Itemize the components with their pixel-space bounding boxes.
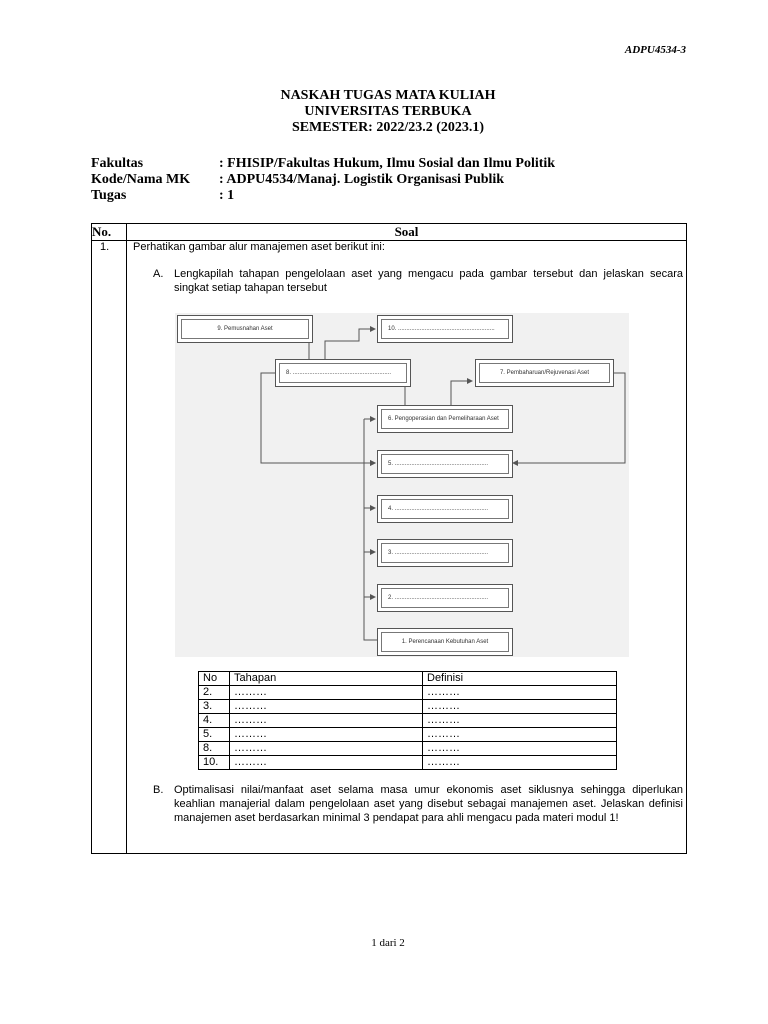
asset-flow-diagram <box>175 313 629 657</box>
table-row <box>199 686 617 700</box>
row-tahapan: ……… <box>230 686 423 700</box>
table-row <box>199 728 617 742</box>
diagram-box-3: 3. ........................................................ <box>377 539 513 567</box>
row-no: 10. <box>199 756 230 770</box>
table-row <box>199 756 617 770</box>
meta-label: Tugas <box>91 188 127 203</box>
header-soal: Soal <box>127 224 687 241</box>
diagram-box-10: 10. .......................................................... <box>377 315 513 343</box>
meta-row-fakultas <box>91 156 555 172</box>
question-intro: Perhatikan gambar alur manajemen aset berikut ini: <box>133 241 385 253</box>
table-row <box>199 742 617 756</box>
page-number: 1 dari 2 <box>371 937 405 949</box>
col-tahapan: Tahapan <box>230 672 423 686</box>
meta-value: : 1 <box>219 188 235 203</box>
row-no: 2. <box>199 686 230 700</box>
header-no: No. <box>92 224 127 241</box>
title-line-3: SEMESTER: 2022/23.2 (2023.1) <box>291 120 485 135</box>
col-no: No <box>199 672 230 686</box>
row-tahapan: ……… <box>230 742 423 756</box>
diagram-box-6: 6. Pengoperasian dan Pemeliharaan Aset <box>377 405 513 433</box>
meta-value: : ADPU4534/Manaj. Logistik Organisasi Publik <box>219 172 505 187</box>
col-definisi: Definisi <box>423 672 617 686</box>
diagram-box-7: 7. Pembaharuan/Rejuvenasi Aset <box>475 359 614 387</box>
row-definisi: ……… <box>423 686 617 700</box>
question-table <box>91 223 687 854</box>
document-code: ADPU4534-3 <box>624 44 686 56</box>
row-tahapan: ……… <box>230 756 423 770</box>
diagram-box-9: 9. Pemusnahan Aset <box>177 315 313 343</box>
meta-row-kode <box>91 172 555 188</box>
document-title <box>0 88 768 136</box>
item-a-text: Lengkapilah tahapan pengelolaan aset yang mengacu pada gambar tersebut dan jelaskan secara singkat setiap tahapan tersebut <box>174 268 683 294</box>
row-no: 5. <box>199 728 230 742</box>
diagram-box-8: 8. ........................................................... <box>275 359 411 387</box>
diagram-box-2: 2. ........................................................ <box>377 584 513 612</box>
item-b-letter: B. <box>153 784 164 796</box>
row-no: 3. <box>199 700 230 714</box>
diagram-box-4: 4. ........................................................ <box>377 495 513 523</box>
table-row <box>199 714 617 728</box>
diagram-box-5: 5. ........................................................ <box>377 450 513 478</box>
course-meta <box>91 156 555 204</box>
row-tahapan: ……… <box>230 700 423 714</box>
row-definisi: ……… <box>423 700 617 714</box>
row-tahapan: ……… <box>230 714 423 728</box>
title-line-1: NASKAH TUGAS MATA KULIAH <box>280 88 496 103</box>
meta-row-tugas <box>91 188 555 204</box>
row-definisi: ……… <box>423 714 617 728</box>
meta-label: Fakultas <box>91 156 144 171</box>
row-no: 4. <box>199 714 230 728</box>
diagram-box-1: 1. Perencanaan Kebutuhan Aset <box>377 628 513 656</box>
item-b-text: Optimalisasi nilai/manfaat aset selama masa umur ekonomis aset siklusnya sehingga diperlukan keahlian manajerial dalam pengelolaan aset yang disebut sebagai manajemen aset. Jelaskan definisi manajemen aset berdasarkan minimal 3 pendapat para ahli mengacu pada materi modul 1! <box>174 784 683 824</box>
row-no: 8. <box>199 742 230 756</box>
item-b <box>153 783 683 825</box>
answer-table-header <box>199 672 617 686</box>
row-definisi: ……… <box>423 756 617 770</box>
meta-value: : FHISIP/Fakultas Hukum, Ilmu Sosial dan Ilmu Politik <box>219 156 556 171</box>
answer-table <box>198 671 617 770</box>
item-a <box>153 267 683 295</box>
question-number: 1. <box>92 241 127 854</box>
item-a-letter: A. <box>153 268 164 280</box>
question-content <box>127 241 687 854</box>
row-definisi: ……… <box>423 742 617 756</box>
row-definisi: ……… <box>423 728 617 742</box>
title-line-2: UNIVERSITAS TERBUKA <box>304 104 472 119</box>
meta-label: Kode/Nama MK <box>91 172 191 187</box>
table-row <box>199 700 617 714</box>
row-tahapan: ……… <box>230 728 423 742</box>
